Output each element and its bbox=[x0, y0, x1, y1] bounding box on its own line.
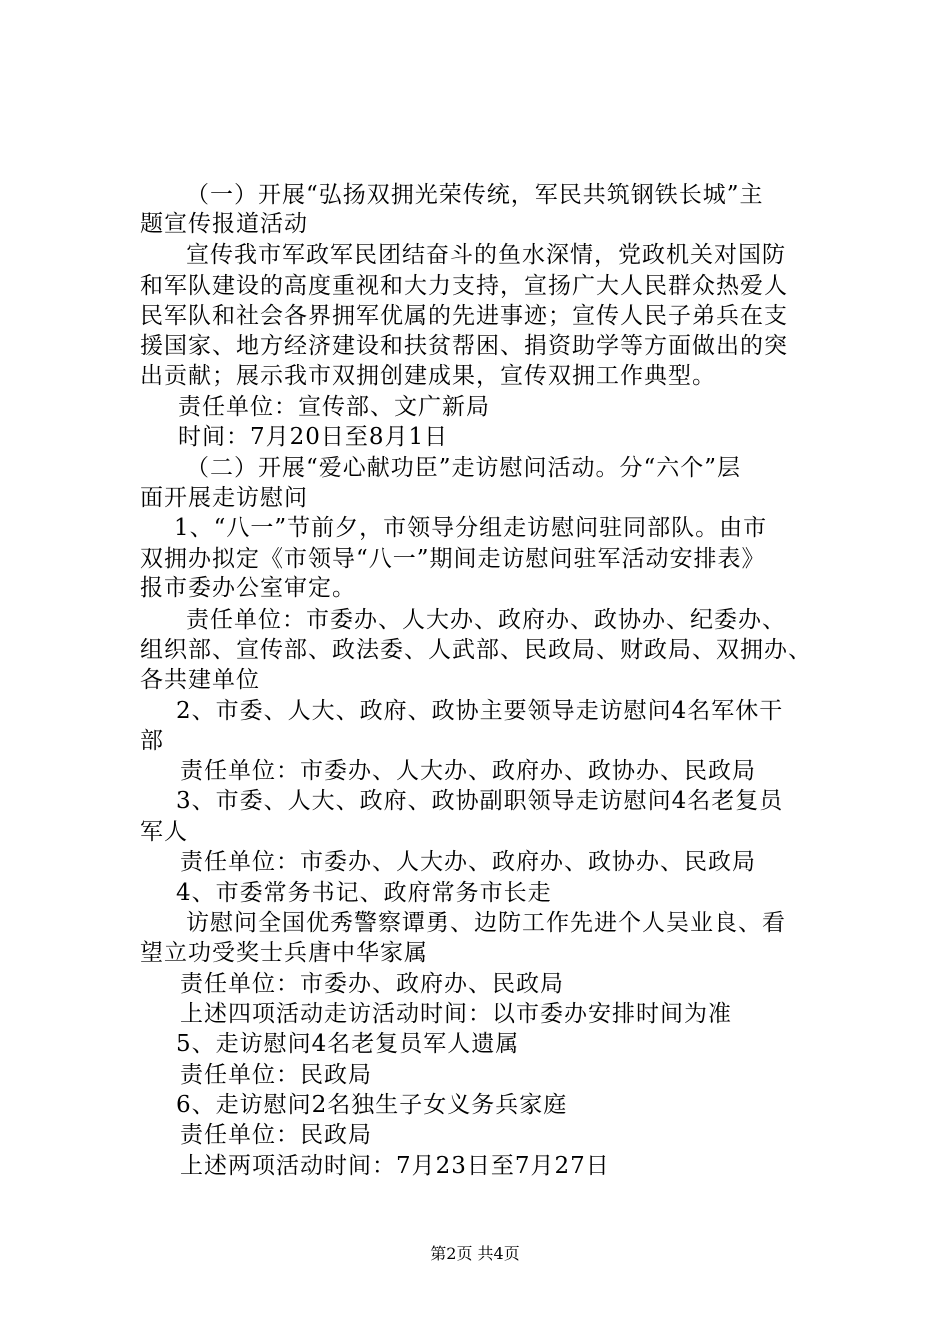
paragraph-line: 和军队建设的高度重视和大力支持，宣扬广大人民群众热爱人 bbox=[140, 273, 788, 299]
paragraph-line: 出贡献；展示我市双拥创建成果，宣传双拥工作典型。 bbox=[140, 363, 716, 389]
paragraph-line: 民军队和社会各界拥军优属的先进事迹；宣传人民子弟兵在支 bbox=[140, 303, 788, 329]
time-line: 时间：7月20日至8月1日 bbox=[178, 424, 449, 450]
time-line: 上述四项活动走访活动时间：以市委办安排时间为准 bbox=[180, 1001, 732, 1027]
page-footer: 第2页 共4页 bbox=[430, 1244, 520, 1263]
list-item-line: 2、市委、人大、政府、政协主要领导走访慰问4名军休干 bbox=[176, 698, 784, 724]
section-1-heading-line-2: 题宣传报道活动 bbox=[140, 211, 308, 237]
list-item-line: 双拥办拟定《市领导“八一”期间走访慰问驻军活动安排表》 bbox=[140, 546, 766, 572]
paragraph-line: 援国家、地方经济建设和扶贫帮困、捐资助学等方面做出的突 bbox=[140, 333, 788, 359]
list-item-line: 5、走访慰问4名老复员军人遗属 bbox=[176, 1031, 520, 1057]
list-item-line: 军人 bbox=[140, 819, 188, 845]
responsible-unit-line: 责任单位：宣传部、文广新局 bbox=[178, 394, 490, 420]
responsible-unit-line: 责任单位：民政局 bbox=[180, 1062, 372, 1088]
responsible-unit-line: 责任单位：市委办、政府办、民政局 bbox=[180, 971, 564, 997]
list-item-line: 3、市委、人大、政府、政协副职领导走访慰问4名老复员 bbox=[176, 788, 784, 814]
responsible-unit-line: 组织部、宣传部、政法委、人武部、民政局、财政局、双拥办、 bbox=[140, 637, 812, 663]
responsible-unit-line: 责任单位：市委办、人大办、政府办、政协办、民政局 bbox=[180, 849, 756, 875]
responsible-unit-line: 责任单位：市委办、人大办、政府办、政协办、纪委办、 bbox=[186, 607, 786, 633]
section-2-heading-line-1: （二）开展“爱心献功臣”走访慰问活动。分“六个”层 bbox=[186, 455, 742, 481]
list-item-line: 部 bbox=[140, 728, 164, 754]
list-item-line: 4、市委常务书记、政府常务市长走 bbox=[176, 880, 552, 906]
time-line: 上述两项活动时间：7月23日至7月27日 bbox=[180, 1153, 610, 1179]
list-item-line: 报市委办公室审定。 bbox=[140, 575, 356, 601]
responsible-unit-line: 责任单位：民政局 bbox=[180, 1122, 372, 1148]
list-item-line: 1、“八一”节前夕，市领导分组走访慰问驻同部队。由市 bbox=[174, 515, 768, 541]
section-2-heading-line-2: 面开展走访慰问 bbox=[140, 485, 308, 511]
responsible-unit-line: 各共建单位 bbox=[140, 667, 260, 693]
list-item-line: 访慰问全国优秀警察谭勇、边防工作先进个人吴业良、看 bbox=[186, 910, 786, 936]
list-item-line: 望立功受奖士兵唐中华家属 bbox=[140, 940, 428, 966]
list-item-line: 6、走访慰问2名独生子女义务兵家庭 bbox=[176, 1092, 568, 1118]
responsible-unit-line: 责任单位：市委办、人大办、政府办、政协办、民政局 bbox=[180, 758, 756, 784]
section-1-heading-line-1: （一）开展“弘扬双拥光荣传统，军民共筑钢铁长城”主 bbox=[186, 182, 764, 208]
paragraph-line: 宣传我市军政军民团结奋斗的鱼水深情，党政机关对国防 bbox=[186, 242, 786, 268]
